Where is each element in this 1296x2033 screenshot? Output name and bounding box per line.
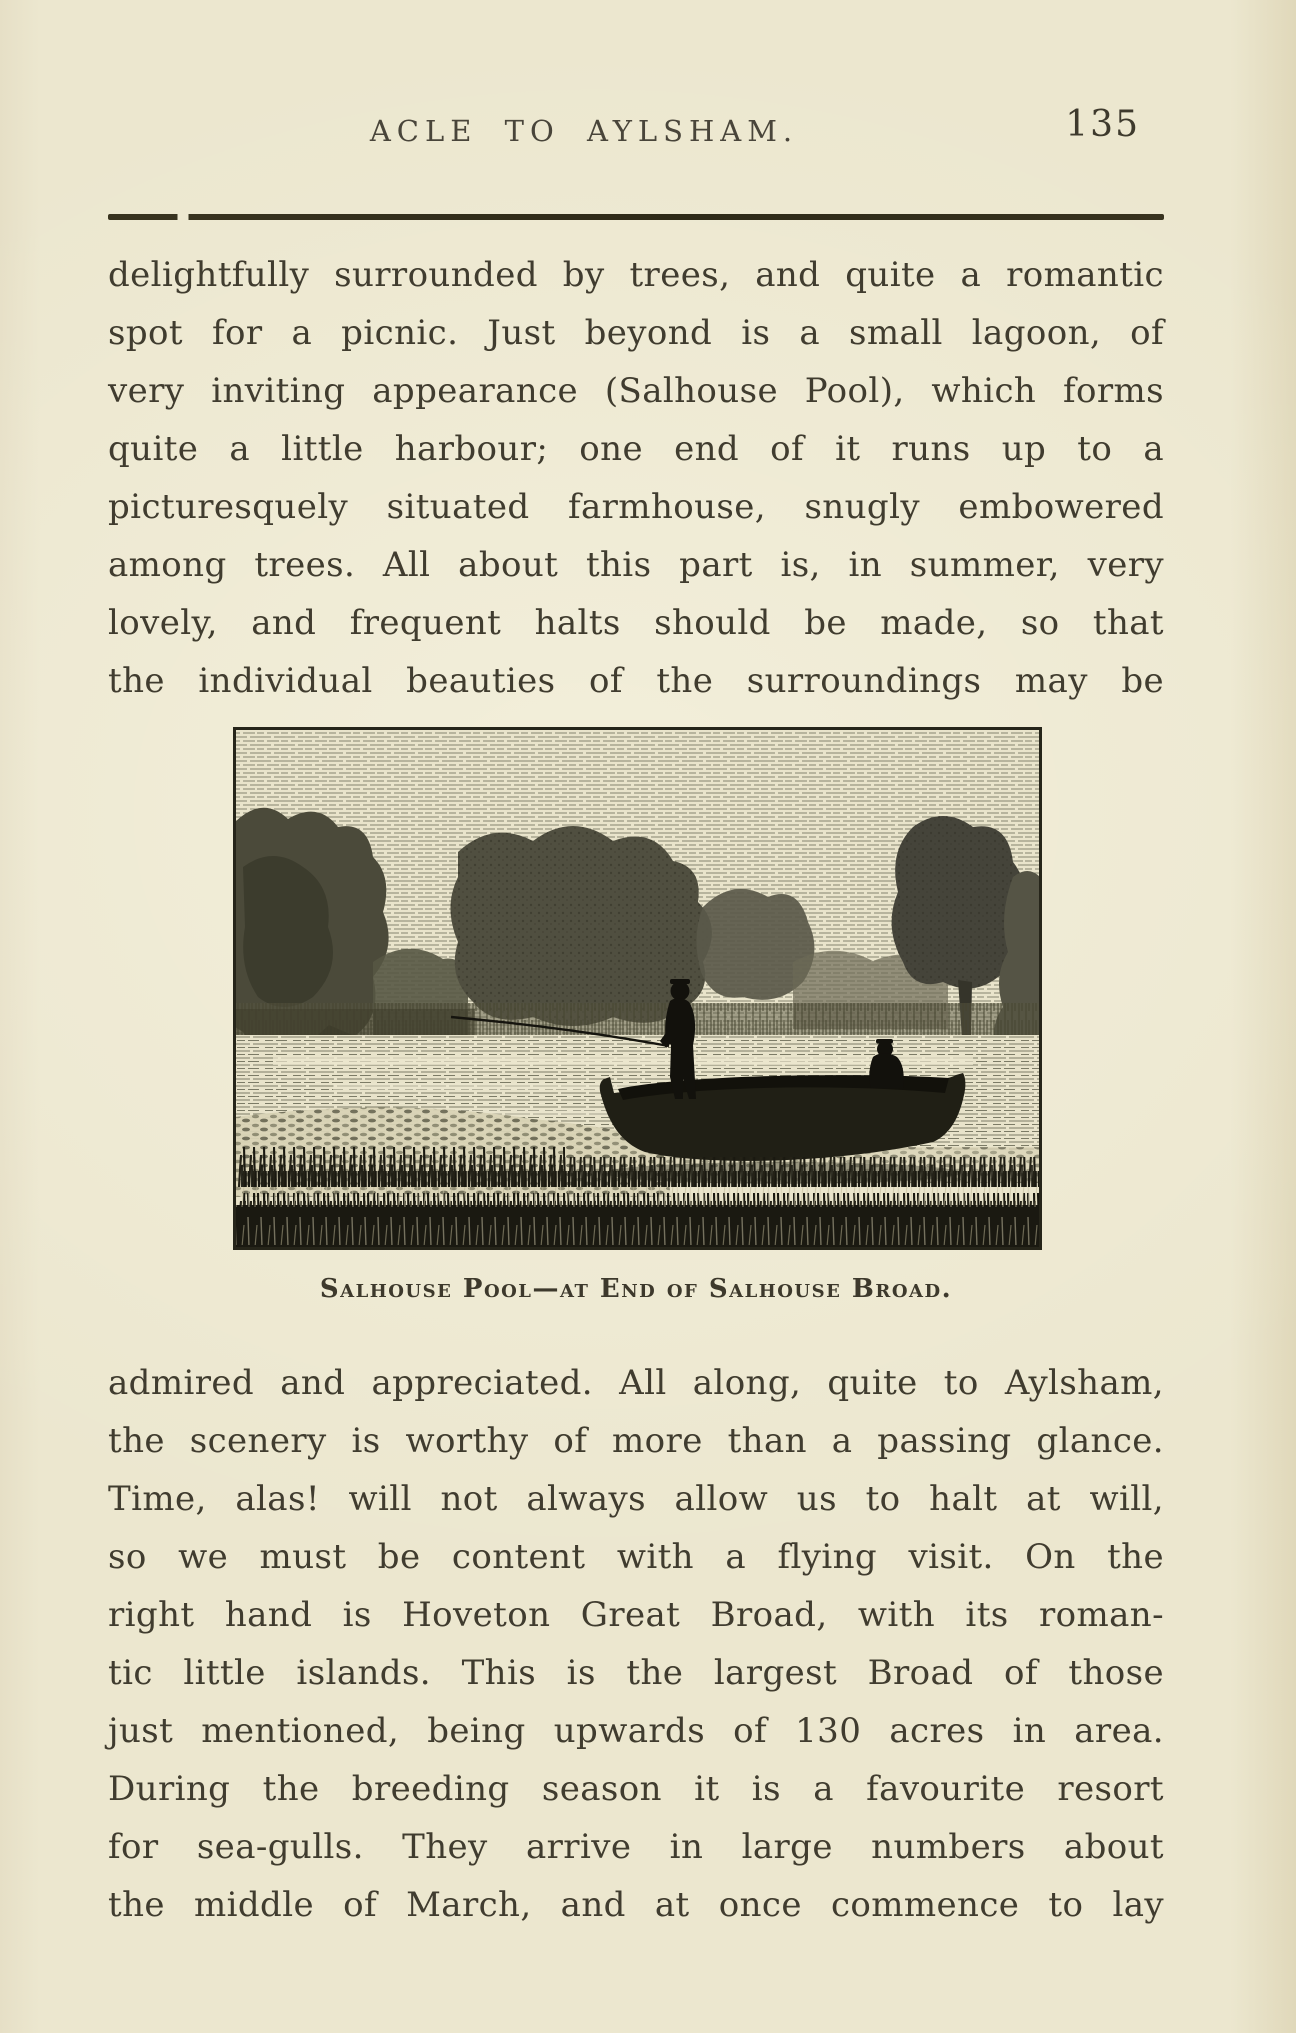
chapter-running-title: ACLE TO AYLSHAM. (369, 114, 799, 148)
text-line: quite a little harbour; one end of it runs up to a (108, 429, 1164, 469)
text-line: right hand is Hoveton Great Broad, with its roman- (108, 1595, 1164, 1635)
text-line: spot for a picnic. Just beyond is a small lagoon, of (108, 313, 1164, 353)
header-rule (108, 214, 1164, 220)
text-line: delightfully surrounded by trees, and quite a romantic (108, 255, 1164, 295)
text-line: tic little islands. This is the largest Broad of those (108, 1653, 1164, 1693)
text-line: among trees. All about this part is, in summer, very (108, 545, 1164, 585)
running-header (108, 104, 1164, 156)
page-number: 135 (1065, 104, 1140, 145)
text-line: the scenery is worthy of more than a passing glance. (108, 1421, 1164, 1461)
text-line: admired and appreciated. All along, quite to Aylsham, (108, 1363, 1164, 1403)
paragraph-1 (108, 246, 1164, 710)
illustration-caption: Salhouse Pool—at End of Salhouse Broad. (319, 1274, 953, 1304)
paragraph-2 (108, 1354, 1164, 1934)
text-line: lovely, and frequent halts should be made, so that (108, 603, 1164, 643)
text-line: so we must be content with a flying visit. On the (108, 1537, 1164, 1577)
text-line: picturesquely situated farmhouse, snugly embowered (108, 487, 1164, 527)
text-line: the middle of March, and at once commence to lay (108, 1885, 1164, 1925)
text-line: just mentioned, being upwards of 130 acres in area. (108, 1711, 1164, 1751)
engraving-svg (233, 727, 1042, 1250)
salhouse-pool-engraving (233, 727, 1042, 1250)
text-line: During the breeding season it is a favourite resort (108, 1769, 1164, 1809)
text-line: for sea-gulls. They arrive in large numbers about (108, 1827, 1164, 1867)
text-line: the individual beauties of the surroundings may be (108, 661, 1164, 701)
text-line: very inviting appearance (Salhouse Pool), which forms (108, 371, 1164, 411)
foreground-reeds (235, 1142, 1042, 1247)
text-line: Time, alas! will not always allow us to halt at will, (108, 1479, 1164, 1519)
